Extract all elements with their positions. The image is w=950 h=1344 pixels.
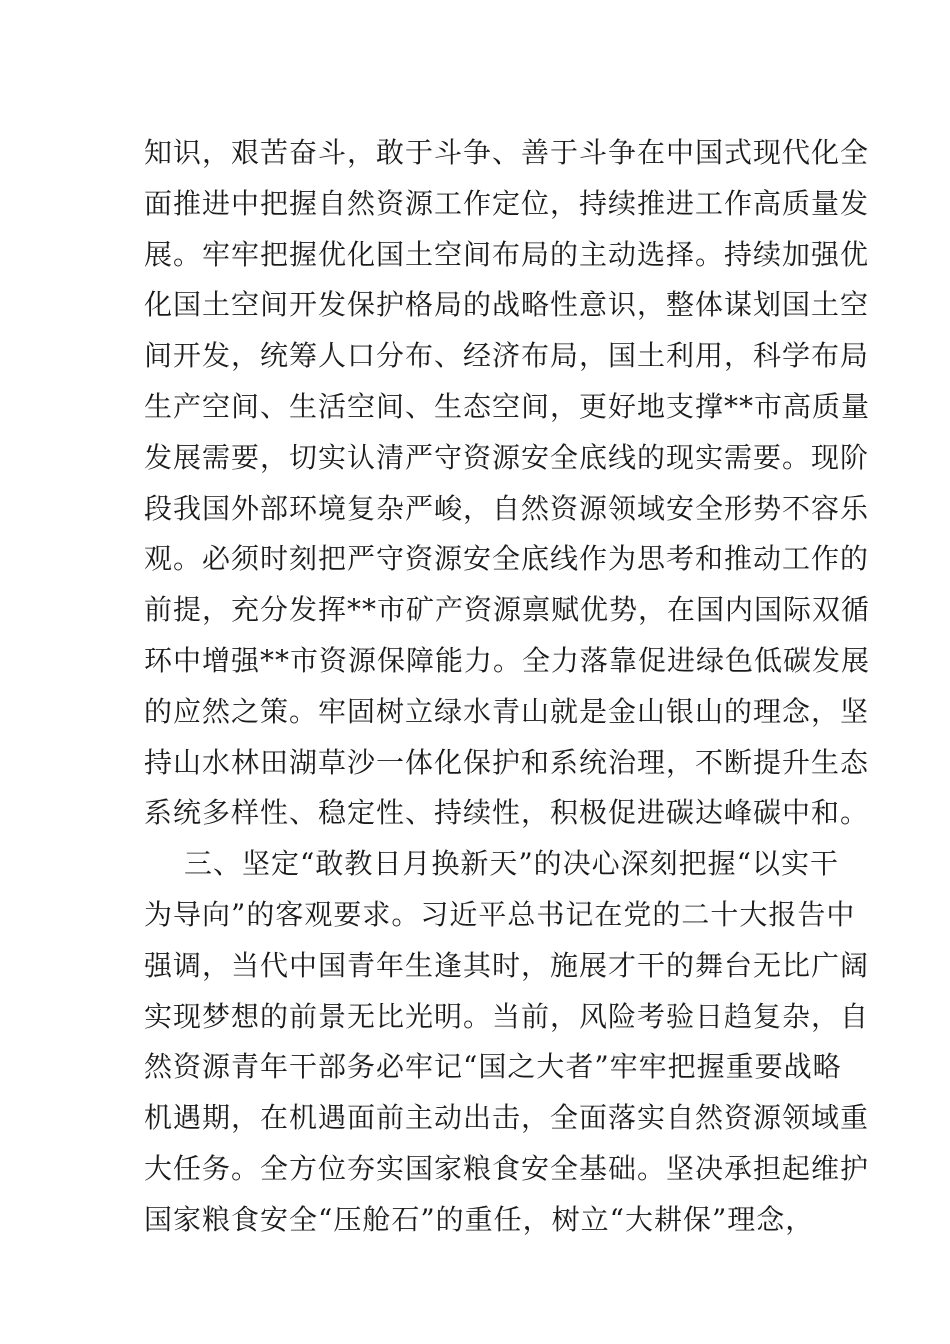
body-text	[144, 128, 871, 1246]
text-line: 然资源青年干部务必牢记“国之大者”牢牢把握重要战略	[144, 1050, 842, 1084]
text-line: 实现梦想的前景无比光明。当前，风险考验日趋复杂，自	[144, 999, 870, 1033]
text-line: 展。牢牢把握优化国土空间布局的主动选择。持续加强优	[144, 237, 870, 271]
text-line: 的应然之策。牢固树立绿水青山就是金山银山的理念，坚	[144, 694, 870, 728]
text-line: 发展需要，切实认清严守资源安全底线的现实需要。现阶	[144, 440, 870, 474]
text-line: 系统多样性、稳定性、持续性，积极促进碳达峰碳中和。	[144, 796, 870, 830]
text-line: 持山水林田湖草沙一体化保护和系统治理，不断提升生态	[144, 745, 870, 779]
text-line: 观。必须时刻把严守资源安全底线作为思考和推动工作的	[144, 542, 870, 576]
text-line: 国家粮食安全“压舱石”的重任，树立“大耕保”理念，	[144, 1202, 815, 1236]
text-line: 间开发，统筹人口分布、经济布局，国土利用，科学布局	[144, 339, 870, 373]
text-line: 强调，当代中国青年生逢其时，施展才干的舞台无比广阔	[144, 948, 870, 982]
text-line: 大任务。全方位夯实国家粮食安全基础。坚决承担起维护	[144, 1151, 870, 1185]
text-line: 面推进中把握自然资源工作定位，持续推进工作高质量发	[144, 186, 870, 220]
text-line: 段我国外部环境复杂严峻，自然资源领域安全形势不容乐	[144, 491, 870, 525]
text-line: 知识，艰苦奋斗，敢于斗争、善于斗争在中国式现代化全	[144, 136, 870, 169]
text-line: 为导向”的客观要求。习近平总书记在党的二十大报告中	[144, 897, 856, 931]
section-heading-line: 三、坚定“敢教日月换新天”的决心深刻把握“以实干	[184, 847, 839, 881]
text-line: 机遇期，在机遇面前主动出击，全面落实自然资源领域重	[144, 1101, 870, 1135]
text-line: 化国土空间开发保护格局的战略性意识，整体谋划国土空	[144, 288, 870, 322]
text-line: 生产空间、生活空间、生态空间，更好地支撑**市高质量	[144, 389, 871, 423]
text-line: 环中增强**市资源保障能力。全力落靠促进绿色低碳发展	[144, 643, 871, 677]
text-line: 前提，充分发挥**市矿产资源禀赋优势，在国内国际双循	[144, 593, 871, 627]
